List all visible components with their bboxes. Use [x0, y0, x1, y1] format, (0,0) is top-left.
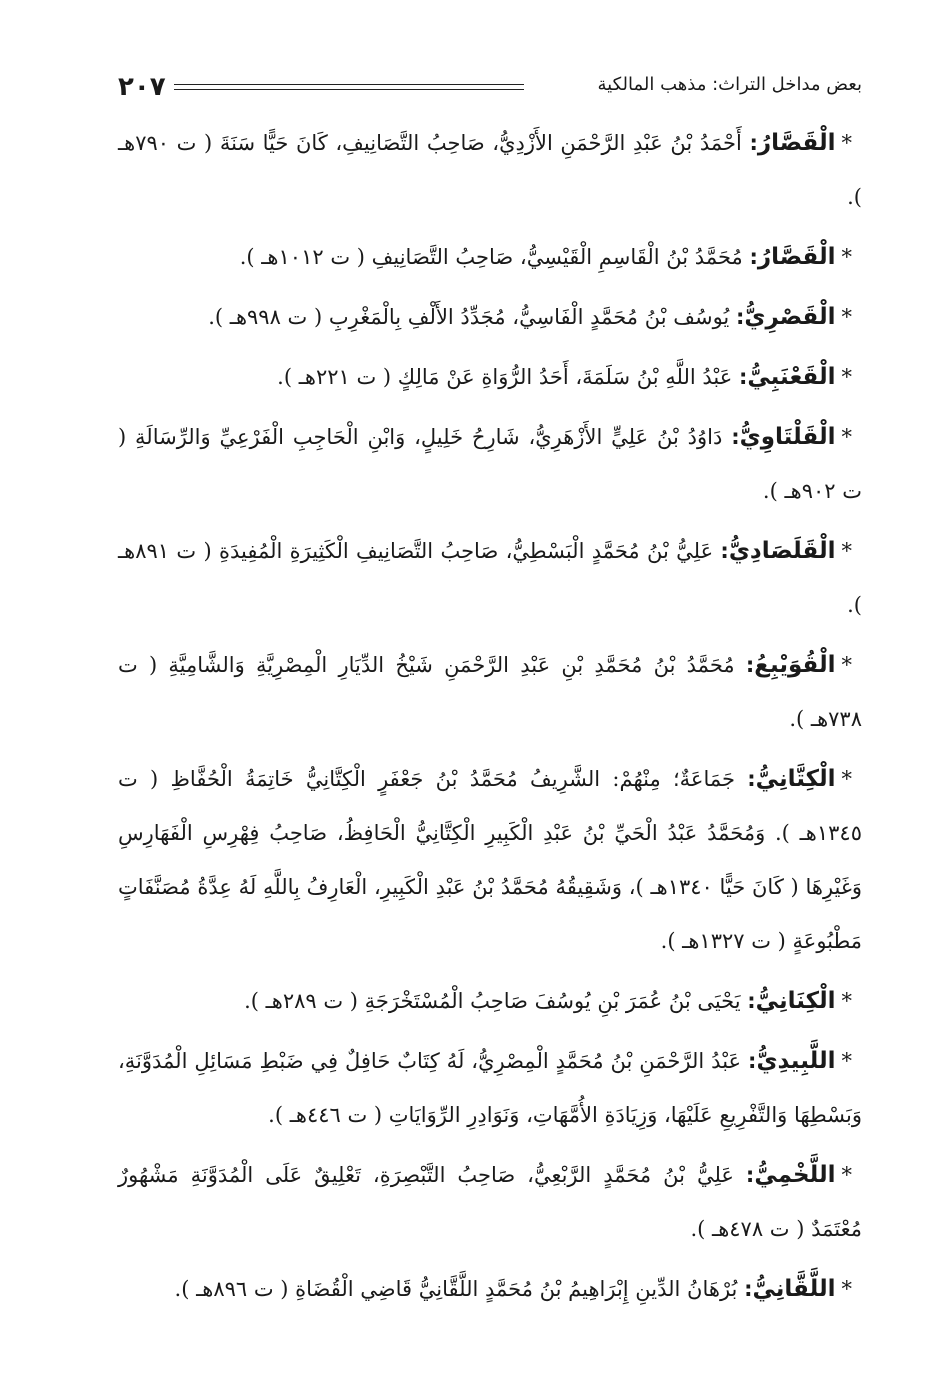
entry-marker: *: [841, 1277, 852, 1301]
entry-marker: *: [841, 425, 852, 449]
entry-name: الْقُوَيْبِعُ: [754, 652, 836, 678]
entry-separator: :: [731, 425, 740, 449]
entry-marker: *: [841, 305, 852, 329]
entry-marker: *: [841, 767, 852, 791]
entry-separator: :: [747, 989, 756, 1013]
running-title: بعض مداخل التراث: مذهب المالكية: [597, 74, 862, 95]
entry-marker: *: [841, 539, 852, 563]
entry-text: عَلِيُّ بْنُ مُحَمَّدٍ الرَّبْعِيُّ، صَاحِبُ التَّبْصِرَةِ، تَعْلِيقٌ عَلَى الْمُدَوَّنَةِ مَشْهُورٌ مُعْتَمَدٌ ( ت ٤٧٨هـ ).: [118, 1163, 862, 1241]
entry: [118, 974, 862, 1028]
entry-marker: *: [841, 989, 852, 1013]
entry-separator: :: [748, 1049, 757, 1073]
entry-separator: :: [735, 305, 745, 329]
entry-separator: :: [738, 365, 748, 389]
entry-text: عَبْدُ اللَّهِ بْنُ سَلَمَةَ، أَحَدُ الرُّوَاةِ عَنْ مَالِكٍ ( ت ٢٢١هـ ).: [277, 365, 733, 389]
entry-text: أَحْمَدُ بْنُ عَبْدِ الرَّحْمَنِ الأَزْدِيُّ، صَاحِبُ التَّصَانِيفِ، كَانَ حَيًّا سَنَةَ ( ت ٧٩٠هـ ).: [118, 131, 862, 209]
page-number: ٢٠٧: [118, 72, 166, 102]
page-header: [118, 66, 862, 106]
entry: [118, 1262, 862, 1316]
entry-marker: *: [841, 1163, 852, 1187]
entry-separator: :: [747, 767, 756, 791]
entry-marker: *: [841, 131, 852, 155]
entry: [118, 410, 862, 518]
entry-name: الْكِنَانِيُّ: [755, 988, 836, 1014]
entry: [118, 1148, 862, 1256]
entry-marker: *: [841, 245, 852, 269]
entry-name: الْكِتَّانِيُّ: [755, 766, 836, 792]
header-rule: [174, 84, 524, 90]
entry: [118, 638, 862, 746]
entry-name: الْقَعْنَبِيُّ: [747, 364, 836, 390]
entry-separator: :: [745, 653, 755, 677]
entry-name: الْقَلْتَاوِيُّ: [739, 424, 836, 450]
entry-text: يَحْيَى بْنُ عُمَرَ بْنِ يُوسُفَ صَاحِبُ الْمُسْتَخْرَجَةِ ( ت ٢٨٩هـ ).: [244, 989, 741, 1013]
entry: [118, 350, 862, 404]
entry: [118, 230, 862, 284]
entry-separator: :: [744, 1277, 753, 1301]
entry-separator: :: [720, 539, 729, 563]
entry: [118, 1034, 862, 1142]
entry-name: الْقَلَصَادِيُّ: [728, 538, 836, 564]
entry-text: يُوسُف بْنُ مُحَمَّدٍ الْفَاسِيُّ، مُجَدِّدُ الأَلْفِ بِالْمَغْرِبِ ( ت ٩٩٨هـ ).: [208, 305, 730, 329]
entry: [118, 116, 862, 224]
entry-separator: :: [749, 131, 758, 155]
entry-separator: :: [749, 245, 758, 269]
entry-text: بُرْهَانُ الدِّينِ إِبْرَاهِيمُ بْنُ مُحَمَّدٍ اللَّقَّانِيُّ قَاضِي الْقُضَاةِ ( ت ٨٩٦هـ ).: [174, 1277, 738, 1301]
entry-separator: :: [745, 1163, 755, 1187]
entries-list: [118, 116, 862, 1322]
entry-name: اللَّخْمِيُّ: [754, 1162, 836, 1188]
entry-name: الْقَصْرِيُّ: [744, 304, 836, 330]
entry-name: الْقَصَّارُ: [757, 130, 836, 156]
entry-marker: *: [841, 653, 852, 677]
entry-name: اللَّقَّانِيُّ: [752, 1276, 836, 1302]
entry-text: مُحَمَّدُ بْنُ الْقَاسِمِ الْقَيْسِيُّ، صَاحِبُ التَّصَانِيفِ ( ت ١٠١٢هـ ).: [239, 245, 743, 269]
entry: [118, 752, 862, 968]
entry-marker: *: [841, 1049, 852, 1073]
entry-text: مُحَمَّدُ بْنُ مُحَمَّدِ بْنِ عَبْدِ الرَّحْمَنِ شَيْخُ الدِّيَارِ الْمِصْرِيَّةِ وَالشَّامِيَّةِ ( ت ٧٣٨هـ ).: [118, 653, 862, 731]
entry-text: دَاوُدُ بْنُ عَلِيٍّ الأَزْهَرِيُّ، شَارِحُ خَلِيلٍ، وَابْنِ الْحَاجِبِ الْفَرْعِيِّ وَالرِّسَالَةِ ( ت ٩٠٢هـ ).: [118, 425, 862, 503]
entry-name: الْقَصَّارُ: [757, 244, 836, 270]
entry-text: عَبْدُ الرَّحْمَنِ بْنُ مُحَمَّدٍ الْمِصْرِيُّ، لَهُ كِتَابٌ حَافِلٌ فِي ضَبْطِ مَسَائِلِ الْمُدَوَّنَةِ، وَبَسْطِهَا وَالتَّفْرِيعِ عَلَيْهَا، وَزِيَادَةِ الأُمَّهَاتِ، وَنَوَادِرِ الرِّوَايَاتِ ( ت ٤٤٦هـ ).: [118, 1049, 862, 1127]
entry-text: عَلِيُّ بْنُ مُحَمَّدٍ الْبَسْطِيُّ، صَاحِبُ التَّصَانِيفِ الْكَثِيرَةِ الْمُفِيدَةِ ( ت ٨٩١هـ ).: [118, 539, 862, 617]
entry-name: اللَّبِيدِيُّ: [756, 1048, 836, 1074]
entry: [118, 290, 862, 344]
entry-text: جَمَاعَةٌ؛ مِنْهُمْ: الشَّرِيفُ مُحَمَّدُ بْنُ جَعْفَرٍ الْكِتَّانِيُّ خَاتِمَةُ الْحُفَّاظِ ( ت ١٣٤٥هـ ). وَمُحَمَّدُ عَبْدُ الْحَيِّ بْنُ عَبْدِ الْكَبِيرِ الْكِتَّانِيُّ الْحَافِظُ، صَاحِبُ فِهْرِسِ الْفَهَارِسِ وَغَيْرِهَا ( كَانَ حَيًّا ١٣٤٠هـ )، وَشَقِيقُهُ مُحَمَّدُ بْنُ عَبْدِ الْكَبِيرِ، الْعَارِفُ بِاللَّهِ لَهُ عِدَّةُ مُصَنَّفَاتٍ مَطْبُوعَةٍ ( ت ١٣٢٧هـ ).: [118, 767, 862, 953]
entry-marker: *: [841, 365, 852, 389]
entry: [118, 524, 862, 632]
